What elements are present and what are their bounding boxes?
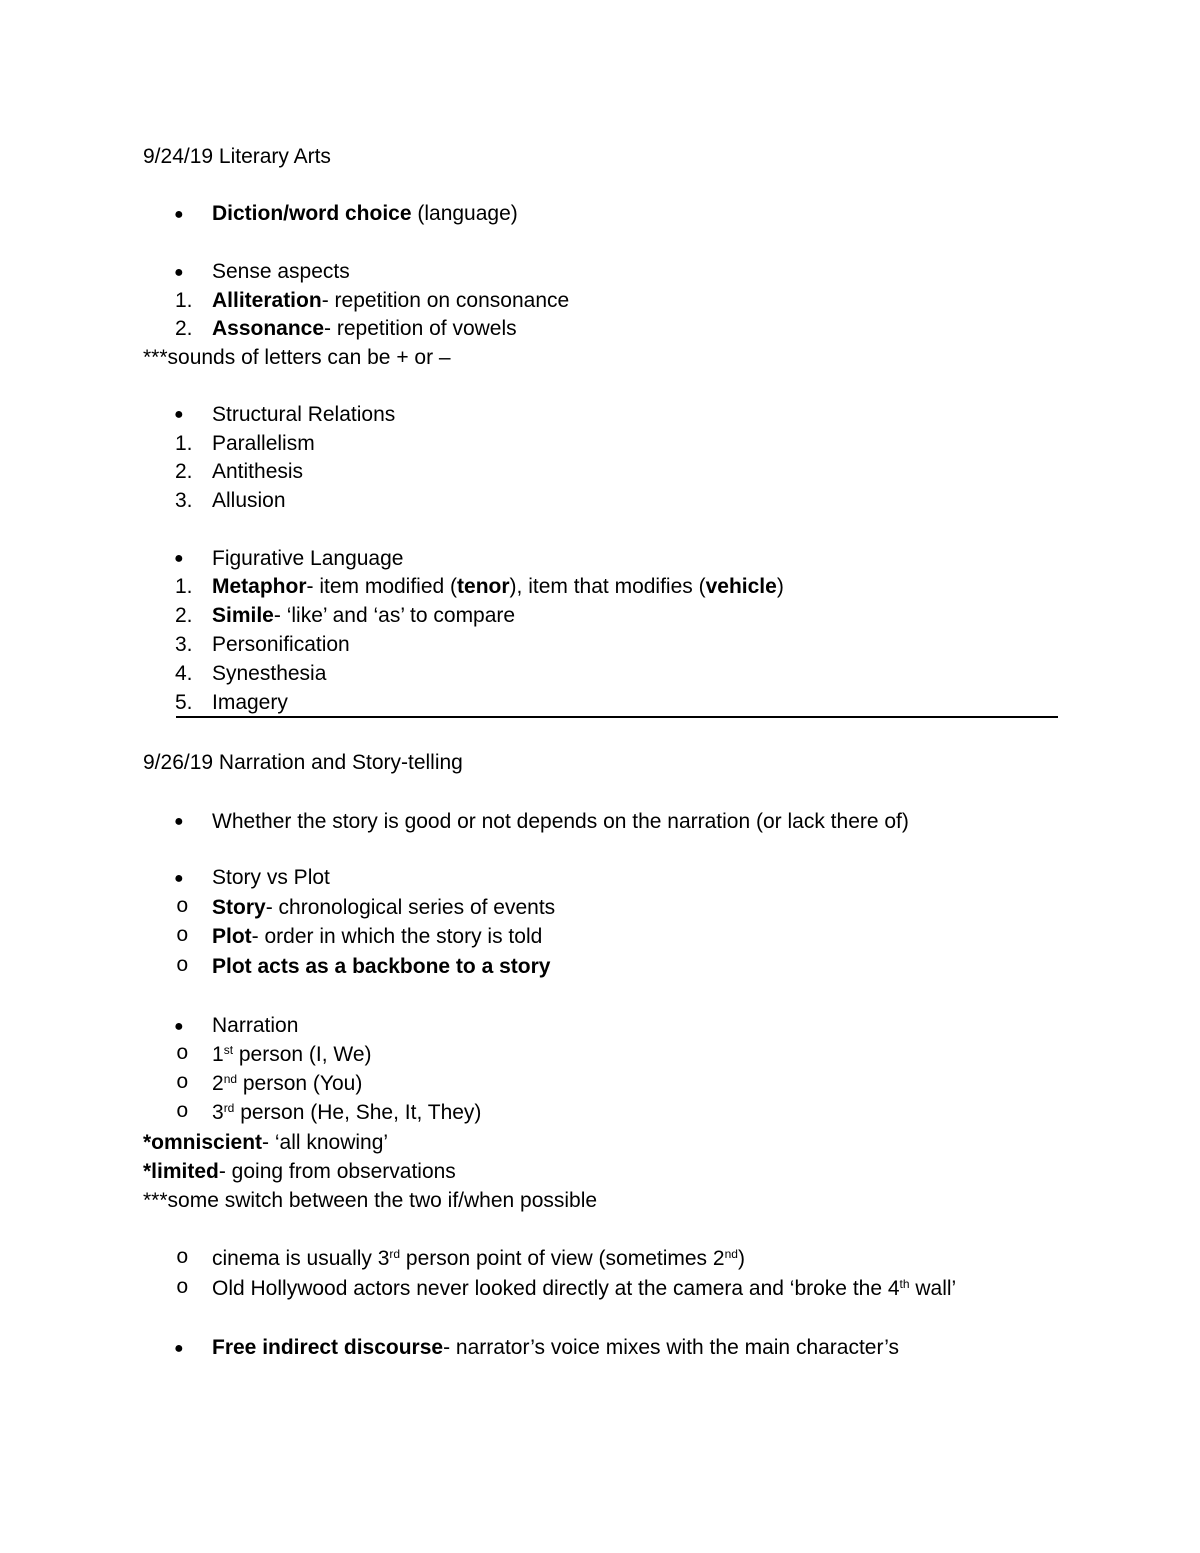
assonance-item xyxy=(212,318,517,339)
circle-bullet-icon: o xyxy=(176,1043,189,1066)
sense-aspects-label: Sense aspects xyxy=(212,260,350,283)
circle-bullet-icon: o xyxy=(176,1247,189,1270)
ordinal-suffix: st xyxy=(223,1043,234,1057)
section-heading-narration: 9/26/19 Narration and Story-telling xyxy=(143,751,463,774)
bullet-icon: ● xyxy=(174,1018,184,1035)
plot-term: Plot xyxy=(212,925,252,948)
structural-relations-label: Structural Relations xyxy=(212,403,396,426)
alliteration-rest: - repetition on consonance xyxy=(321,289,570,312)
list-item: Imagery xyxy=(212,691,288,714)
alliteration-term: Alliteration xyxy=(212,289,322,312)
list-item: Synesthesia xyxy=(212,662,327,685)
section-heading-literary-arts: 9/24/19 Literary Arts xyxy=(143,145,331,168)
figurative-language-label: Figurative Language xyxy=(212,547,404,570)
cinema-item xyxy=(212,1248,745,1269)
omniscient-term: *omniscient xyxy=(143,1131,263,1154)
circle-bullet-icon: o xyxy=(176,1101,189,1124)
list-number: 4. xyxy=(175,662,193,685)
simile-rest: - ‘like’ and ‘as’ to compare xyxy=(273,604,516,627)
bullet-icon: ● xyxy=(174,406,184,423)
circle-bullet-icon: o xyxy=(176,1277,189,1300)
third-person-item xyxy=(212,1102,481,1123)
metaphor-text: ) xyxy=(776,575,784,598)
list-number: 1. xyxy=(175,432,193,455)
list-number: 2. xyxy=(175,460,193,483)
list-number: 1. xyxy=(175,575,193,598)
bullet-icon: ● xyxy=(174,264,184,281)
metaphor-text: ), item that modifies ( xyxy=(509,575,706,598)
metaphor-term: Metaphor xyxy=(212,575,307,598)
plot-rest: - order in which the story is told xyxy=(251,925,543,948)
bullet-icon: ● xyxy=(174,206,184,223)
story-item xyxy=(212,897,555,918)
alliteration-item xyxy=(212,290,569,311)
list-item: Antithesis xyxy=(212,460,304,483)
hollywood-item xyxy=(212,1278,956,1299)
list-number: 3. xyxy=(175,489,193,512)
bullet-icon: ● xyxy=(174,870,184,887)
switch-note: ***some switch between the two if/when possible xyxy=(143,1189,598,1212)
second-person-rest: person (You) xyxy=(237,1072,363,1095)
circle-bullet-icon: o xyxy=(176,925,189,948)
list-number: 2. xyxy=(175,317,193,340)
circle-bullet-icon: o xyxy=(176,955,189,978)
vehicle-term: vehicle xyxy=(705,575,777,598)
cinema-text: ) xyxy=(737,1247,745,1270)
ordinal-suffix: th xyxy=(899,1277,910,1291)
assonance-rest: - repetition of vowels xyxy=(324,317,517,340)
hollywood-text: wall’ xyxy=(909,1277,957,1300)
second-person-item xyxy=(212,1073,362,1094)
diction-item xyxy=(212,203,518,224)
whether-item: Whether the story is good or not depends on the narration (or lack there of) xyxy=(212,810,909,833)
ordinal-suffix: nd xyxy=(724,1247,738,1261)
simile-item xyxy=(212,605,515,626)
list-item: Personification xyxy=(212,633,350,656)
omniscient-rest: - ‘all knowing’ xyxy=(262,1131,389,1154)
bullet-icon: ● xyxy=(174,813,184,830)
story-vs-plot-label: Story vs Plot xyxy=(212,866,330,889)
ordinal-number: 2 xyxy=(212,1072,224,1095)
cinema-text: person point of view (sometimes 2 xyxy=(400,1247,725,1270)
list-number: 2. xyxy=(175,604,193,627)
list-number: 1. xyxy=(175,289,193,312)
omniscient-line xyxy=(143,1132,388,1153)
assonance-term: Assonance xyxy=(212,317,325,340)
tenor-term: tenor xyxy=(457,575,510,598)
list-number: 5. xyxy=(175,691,193,714)
circle-bullet-icon: o xyxy=(176,1072,189,1095)
simile-term: Simile xyxy=(212,604,274,627)
backbone-text: Plot acts as a backbone to a story xyxy=(212,955,551,978)
ordinal-suffix: rd xyxy=(223,1101,235,1115)
free-indirect-item xyxy=(212,1337,899,1358)
hollywood-text: Old Hollywood actors never looked directly at the camera and ‘broke the 4 xyxy=(212,1277,900,1300)
backbone-item xyxy=(212,956,550,977)
limited-rest: - going from observations xyxy=(218,1160,456,1183)
bullet-icon: ● xyxy=(174,550,184,567)
first-person-rest: person (I, We) xyxy=(233,1043,372,1066)
third-person-rest: person (He, She, It, They) xyxy=(234,1101,482,1124)
limited-line xyxy=(143,1161,456,1182)
first-person-item xyxy=(212,1044,372,1065)
ordinal-number: 1 xyxy=(212,1043,224,1066)
free-indirect-rest: - narrator’s voice mixes with the main character’s xyxy=(443,1336,900,1359)
metaphor-text: - item modified ( xyxy=(306,575,458,598)
ordinal-suffix: rd xyxy=(389,1247,401,1261)
list-item: Parallelism xyxy=(212,432,315,455)
story-term: Story xyxy=(212,896,266,919)
story-rest: - chronological series of events xyxy=(265,896,556,919)
section-divider xyxy=(176,716,1058,718)
diction-rest: (language) xyxy=(411,202,518,225)
circle-bullet-icon: o xyxy=(176,896,189,919)
list-item: Allusion xyxy=(212,489,286,512)
metaphor-item xyxy=(212,576,784,597)
sounds-note: ***sounds of letters can be + or – xyxy=(143,346,451,369)
ordinal-number: 3 xyxy=(212,1101,224,1124)
ordinal-suffix: nd xyxy=(223,1072,238,1086)
cinema-text: cinema is usually 3 xyxy=(212,1247,390,1270)
limited-term: *limited xyxy=(143,1160,219,1183)
diction-term: Diction/word choice xyxy=(212,202,412,225)
narration-label: Narration xyxy=(212,1014,299,1037)
free-indirect-term: Free indirect discourse xyxy=(212,1336,444,1359)
list-number: 3. xyxy=(175,633,193,656)
plot-item xyxy=(212,926,542,947)
bullet-icon: ● xyxy=(174,1340,184,1357)
